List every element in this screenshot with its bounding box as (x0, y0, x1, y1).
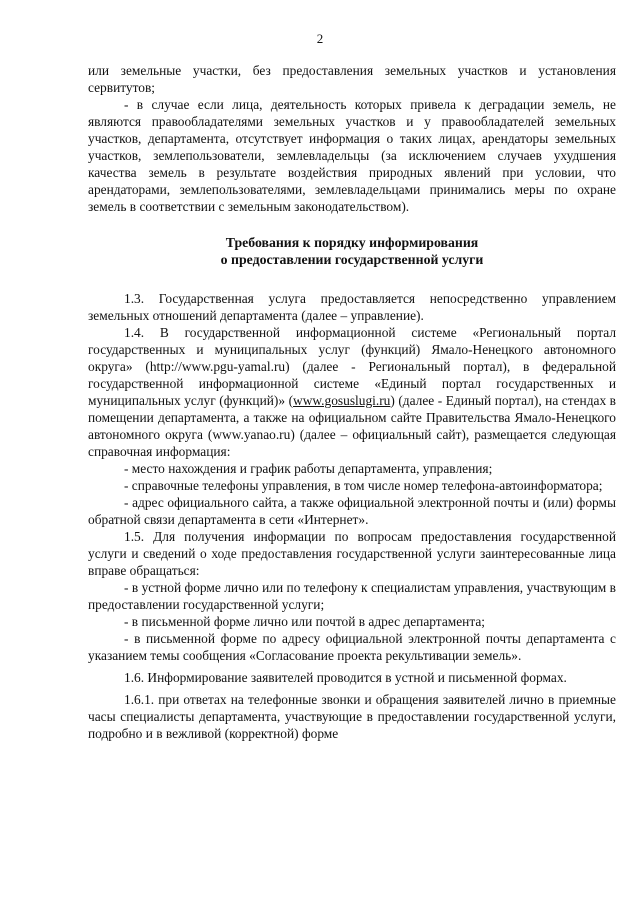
paragraph-degradation-case: - в случае если лица, деятельность которых привела к деградации земель, не являются правообладателями земельных участков и у правообладателей земельных участков, департамента, отсутствует информация о таких лицах, арендаторы земельных участков, землепользователи, землевладельцы (за исключением случаев ухудшения качества земель в результате воздействия природных явлений при условии, что арендаторами, землепользователями, землевладельцами принимались меры по охране земель в соответствии с земельным законодательством). (88, 97, 616, 214)
paragraph-1-6: 1.6. Информирование заявителей проводится в устной и письменной формах. (124, 670, 567, 685)
paragraph-1-4-text-b: ) (далее - Единый портал), на стендах в помещении департамента, а также на официальном сайте Правительства Ямало-Ненецкого автономного округа (www.yanao.ru) (далее – официальный сайт), размещается следующая справочная информация: (88, 393, 616, 459)
section-heading-line-1: Требования к порядку информирования (225, 235, 479, 250)
document-body (88, 62, 616, 742)
list-item: - место нахождения и график работы департамента, управления; (124, 461, 493, 476)
list-item: - в письменной форме по адресу официальной электронной почты департамента с указанием темы сообщения «Согласование проекта рекультивации земель». (88, 631, 616, 663)
paragraph-1-4-text-a: 1.4. В государственной информационной системе «Региональный портал государственных и муниципальных услуг (функций) Ямало-Ненецкого автономного округа» (http://www.pgu-yamal.ru) (далее - Региональный портал), в федеральной государственной информационной системе «Единый портал государственных и муниципальных услуг (функций)» ( (88, 325, 616, 408)
paragraph-1-4 (88, 324, 616, 460)
section-heading-line-2: о предоставлении государственной услуги (220, 252, 484, 267)
list-item: - адрес официального сайта, а также официальной электронной почты и (или) формы обратной связи департамента в сети «Интернет». (88, 495, 616, 527)
section-heading (88, 234, 616, 268)
page-number: 2 (316, 31, 324, 46)
paragraph-continuation: или земельные участки, без предоставления земельных участков и установления сервитутов; (88, 63, 616, 95)
list-item: - в письменной форме лично или почтой в адрес департамента; (124, 614, 486, 629)
list-item: - справочные телефоны управления, в том числе номер телефона-автоинформатора; (124, 478, 603, 493)
paragraph-1-6-1: 1.6.1. при ответах на телефонные звонки и обращения заявителей лично в приемные часы специалисты департамента, участвующие в предоставлении государственной услуги, подробно и в вежливой (корректной) форме (88, 692, 616, 741)
paragraph-1-5: 1.5. Для получения информации по вопросам предоставления государственной услуги и сведений о ходе предоставления государственной услуги заинтересованные лица вправе обращаться: (88, 529, 616, 578)
gosuslugi-link[interactable]: www.gosuslugi.ru (293, 393, 391, 408)
list-item: - в устной форме лично или по телефону к специалистам управления, участвующим в предоставлении государственной услуги; (88, 580, 616, 612)
paragraph-1-3: 1.3. Государственная услуга предоставляется непосредственно управлением земельных отношений департамента (далее – управление). (88, 291, 616, 323)
